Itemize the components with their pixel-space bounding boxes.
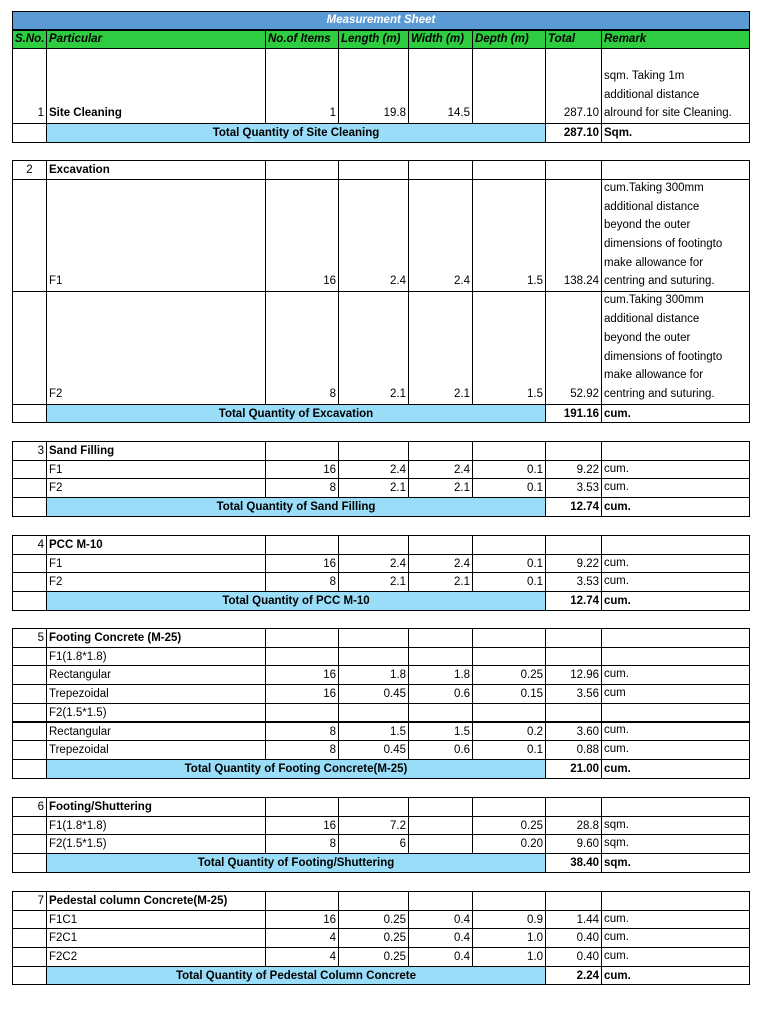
- serial-number-cell: 2: [12, 160, 47, 180]
- total-cell: [545, 703, 602, 723]
- total-cell: [545, 647, 602, 667]
- particular-cell: Rectangular: [46, 665, 266, 685]
- remark-line: beyond the outer: [604, 219, 691, 232]
- total-quantity-label: Total Quantity of Footing/Shuttering: [46, 853, 546, 873]
- particular-cell: F2: [46, 291, 266, 405]
- width-cell: [408, 160, 473, 180]
- items-cell: [265, 160, 339, 180]
- remark-cell: [601, 797, 750, 817]
- width-cell: [408, 834, 473, 854]
- remark-line: cum.Taking 300mm: [604, 294, 704, 307]
- depth-cell: 1.5: [472, 291, 546, 405]
- serial-number-cell: [12, 834, 47, 854]
- remark-line: sqm. Taking 1m: [604, 69, 685, 82]
- particular-cell: F2C1: [46, 928, 266, 948]
- items-cell: 16: [265, 460, 339, 480]
- items-cell: 8: [265, 722, 339, 742]
- depth-cell: 1.0: [472, 947, 546, 967]
- serial-number-cell: 1: [12, 48, 47, 124]
- particular-cell: F1(1.8*1.8): [46, 816, 266, 836]
- total-cell: 9.22: [545, 554, 602, 574]
- length-cell: 0.45: [338, 684, 409, 704]
- remark-line: cum.: [604, 724, 629, 737]
- particular-cell: PCC M-10: [46, 535, 266, 555]
- length-cell: 1.8: [338, 665, 409, 685]
- particular-cell: Excavation: [46, 160, 266, 180]
- remark-line: cum.: [604, 912, 629, 925]
- depth-cell: 0.20: [472, 834, 546, 854]
- depth-cell: 1.5: [472, 179, 546, 293]
- particular-cell: F1: [46, 460, 266, 480]
- items-cell: [265, 891, 339, 911]
- length-cell: 6: [338, 834, 409, 854]
- width-cell: 2.1: [408, 291, 473, 405]
- remark-cell: [601, 647, 750, 667]
- remark-cell: [601, 740, 750, 760]
- depth-cell: [472, 797, 546, 817]
- serial-number-cell: [12, 647, 47, 667]
- depth-cell: [472, 160, 546, 180]
- items-cell: 8: [265, 834, 339, 854]
- total-quantity-unit: cum.: [601, 966, 750, 986]
- width-cell: [408, 891, 473, 911]
- items-cell: 8: [265, 478, 339, 498]
- total-cell: [545, 160, 602, 180]
- width-cell: 1.8: [408, 665, 473, 685]
- particular-cell: F2(1.5*1.5): [46, 834, 266, 854]
- depth-cell: 1.0: [472, 928, 546, 948]
- particular-cell: Trepezoidal: [46, 740, 266, 760]
- remark-line: cum.: [604, 668, 629, 681]
- serial-number-cell: [12, 947, 47, 967]
- depth-cell: [472, 647, 546, 667]
- remark-cell: [601, 441, 750, 461]
- width-cell: 0.6: [408, 684, 473, 704]
- remark-line: centring and suturing.: [604, 387, 715, 400]
- total-quantity-value: 21.00: [545, 759, 602, 779]
- remark-cell: [601, 928, 750, 948]
- items-cell: [265, 535, 339, 555]
- total-quantity-value: 38.40: [545, 853, 602, 873]
- total-cell: 3.56: [545, 684, 602, 704]
- column-header-remark: Remark: [601, 30, 750, 49]
- width-cell: 2.1: [408, 572, 473, 592]
- remark-line: additional distance: [604, 88, 700, 101]
- items-cell: 16: [265, 816, 339, 836]
- length-cell: 2.4: [338, 554, 409, 574]
- particular-cell: Footing Concrete (M-25): [46, 628, 266, 648]
- length-cell: [338, 441, 409, 461]
- length-cell: 0.25: [338, 910, 409, 930]
- items-cell: 8: [265, 740, 339, 760]
- depth-cell: 0.2: [472, 722, 546, 742]
- remark-line: dimensions of footingto: [604, 238, 723, 251]
- total-cell: 28.8: [545, 816, 602, 836]
- remark-line: cum.: [604, 743, 629, 756]
- width-cell: 2.1: [408, 478, 473, 498]
- width-cell: 2.4: [408, 554, 473, 574]
- items-cell: [265, 441, 339, 461]
- total-row-spacer: [12, 966, 47, 986]
- remark-line: additional distance: [604, 200, 700, 213]
- remark-line: cum.: [604, 575, 629, 588]
- remark-line: cum: [604, 687, 626, 700]
- serial-number-cell: [12, 291, 47, 405]
- width-cell: 14.5: [408, 48, 473, 124]
- items-cell: 1: [265, 48, 339, 124]
- serial-number-cell: [12, 928, 47, 948]
- particular-cell: F1: [46, 179, 266, 293]
- remark-cell: [601, 816, 750, 836]
- particular-cell: Trepezoidal: [46, 684, 266, 704]
- items-cell: [265, 628, 339, 648]
- depth-cell: [472, 48, 546, 124]
- remark-line: centring and suturing.: [604, 275, 715, 288]
- length-cell: 0.45: [338, 740, 409, 760]
- items-cell: 8: [265, 572, 339, 592]
- width-cell: [408, 647, 473, 667]
- particular-cell: Site Cleaning: [46, 48, 266, 124]
- remark-cell: [601, 703, 750, 723]
- particular-cell: F2C2: [46, 947, 266, 967]
- length-cell: [338, 797, 409, 817]
- total-cell: 12.96: [545, 665, 602, 685]
- width-cell: 2.4: [408, 179, 473, 293]
- total-quantity-label: Total Quantity of Pedestal Column Concrete: [46, 966, 546, 986]
- particular-cell: Pedestal column Concrete(M-25): [46, 891, 266, 911]
- serial-number-cell: [12, 572, 47, 592]
- total-cell: [545, 441, 602, 461]
- total-cell: 0.40: [545, 947, 602, 967]
- total-row-spacer: [12, 404, 47, 424]
- total-cell: 138.24: [545, 179, 602, 293]
- remark-cell: [601, 478, 750, 498]
- length-cell: 0.25: [338, 947, 409, 967]
- column-header-width: Width (m): [408, 30, 473, 49]
- remark-line: sqm.: [604, 837, 629, 850]
- length-cell: [338, 647, 409, 667]
- total-quantity-unit: cum.: [601, 497, 750, 517]
- items-cell: [265, 703, 339, 723]
- total-quantity-label: Total Quantity of PCC M-10: [46, 591, 546, 611]
- total-row-spacer: [12, 759, 47, 779]
- length-cell: 0.25: [338, 928, 409, 948]
- length-cell: 2.1: [338, 572, 409, 592]
- remark-cell: [601, 834, 750, 854]
- length-cell: [338, 891, 409, 911]
- particular-cell: F2: [46, 478, 266, 498]
- length-cell: [338, 160, 409, 180]
- items-cell: [265, 647, 339, 667]
- remark-cell: [601, 160, 750, 180]
- serial-number-cell: 3: [12, 441, 47, 461]
- particular-cell: F2: [46, 572, 266, 592]
- items-cell: [265, 797, 339, 817]
- total-cell: 9.60: [545, 834, 602, 854]
- remark-line: additional distance: [604, 313, 700, 326]
- total-quantity-value: 12.74: [545, 591, 602, 611]
- remark-cell: [601, 535, 750, 555]
- total-cell: 3.53: [545, 478, 602, 498]
- items-cell: 4: [265, 928, 339, 948]
- width-cell: 0.6: [408, 740, 473, 760]
- depth-cell: [472, 441, 546, 461]
- serial-number-cell: [12, 665, 47, 685]
- remark-cell: [601, 891, 750, 911]
- total-cell: 3.60: [545, 722, 602, 742]
- remark-line: beyond the outer: [604, 331, 691, 344]
- serial-number-cell: [12, 684, 47, 704]
- width-cell: [408, 797, 473, 817]
- particular-cell: F1C1: [46, 910, 266, 930]
- depth-cell: 0.1: [472, 460, 546, 480]
- column-header-length: Length (m): [338, 30, 409, 49]
- column-header-particular: Particular: [46, 30, 266, 49]
- total-quantity-unit: cum.: [601, 404, 750, 424]
- remark-cell: [601, 572, 750, 592]
- remark-line: dimensions of footingto: [604, 350, 723, 363]
- items-cell: 16: [265, 554, 339, 574]
- serial-number-cell: [12, 460, 47, 480]
- column-header-depth: Depth (m): [472, 30, 546, 49]
- serial-number-cell: 7: [12, 891, 47, 911]
- remark-line: cum.: [604, 950, 629, 963]
- total-cell: [545, 797, 602, 817]
- length-cell: 1.5: [338, 722, 409, 742]
- depth-cell: 0.1: [472, 554, 546, 574]
- depth-cell: 0.25: [472, 665, 546, 685]
- total-quantity-label: Total Quantity of Sand Filling: [46, 497, 546, 517]
- total-cell: 0.88: [545, 740, 602, 760]
- serial-number-cell: [12, 554, 47, 574]
- total-cell: 287.10: [545, 48, 602, 124]
- particular-cell: Rectangular: [46, 722, 266, 742]
- length-cell: 2.4: [338, 179, 409, 293]
- depth-cell: 0.1: [472, 572, 546, 592]
- serial-number-cell: [12, 703, 47, 723]
- sheet-title: Measurement Sheet: [12, 11, 750, 30]
- remark-line: make allowance for: [604, 256, 704, 269]
- total-cell: 0.40: [545, 928, 602, 948]
- serial-number-cell: [12, 722, 47, 742]
- length-cell: [338, 628, 409, 648]
- length-cell: 2.4: [338, 460, 409, 480]
- total-quantity-unit: sqm.: [601, 853, 750, 873]
- length-cell: 19.8: [338, 48, 409, 124]
- particular-cell: F1(1.8*1.8): [46, 647, 266, 667]
- remark-line: cum.: [604, 481, 629, 494]
- width-cell: [408, 628, 473, 648]
- remark-cell: [601, 48, 750, 124]
- total-cell: 52.92: [545, 291, 602, 405]
- width-cell: [408, 816, 473, 836]
- total-quantity-unit: cum.: [601, 591, 750, 611]
- total-quantity-label: Total Quantity of Site Cleaning: [46, 123, 546, 143]
- length-cell: [338, 703, 409, 723]
- width-cell: 2.4: [408, 460, 473, 480]
- total-quantity-label: Total Quantity of Excavation: [46, 404, 546, 424]
- width-cell: 0.4: [408, 910, 473, 930]
- items-cell: 8: [265, 291, 339, 405]
- remark-cell: [601, 179, 750, 293]
- items-cell: 16: [265, 665, 339, 685]
- serial-number-cell: 6: [12, 797, 47, 817]
- total-quantity-unit: Sqm.: [601, 123, 750, 143]
- width-cell: [408, 703, 473, 723]
- remark-cell: [601, 947, 750, 967]
- particular-cell: F2(1.5*1.5): [46, 703, 266, 723]
- items-cell: 16: [265, 179, 339, 293]
- depth-cell: 0.1: [472, 478, 546, 498]
- remark-cell: [601, 628, 750, 648]
- serial-number-cell: [12, 816, 47, 836]
- total-cell: 9.22: [545, 460, 602, 480]
- remark-line: make allowance for: [604, 369, 704, 382]
- width-cell: 0.4: [408, 947, 473, 967]
- total-quantity-label: Total Quantity of Footing Concrete(M-25): [46, 759, 546, 779]
- remark-cell: [601, 291, 750, 405]
- items-cell: 16: [265, 684, 339, 704]
- length-cell: 2.1: [338, 478, 409, 498]
- remark-line: cum.Taking 300mm: [604, 181, 704, 194]
- depth-cell: [472, 628, 546, 648]
- depth-cell: 0.15: [472, 684, 546, 704]
- remark-cell: [601, 684, 750, 704]
- width-cell: 1.5: [408, 722, 473, 742]
- column-header-total: Total: [545, 30, 602, 49]
- total-quantity-value: 2.24: [545, 966, 602, 986]
- total-cell: [545, 891, 602, 911]
- length-cell: [338, 535, 409, 555]
- depth-cell: [472, 891, 546, 911]
- total-cell: 1.44: [545, 910, 602, 930]
- total-quantity-unit: cum.: [601, 759, 750, 779]
- column-header-sno: S.No.: [12, 30, 47, 49]
- depth-cell: [472, 703, 546, 723]
- total-row-spacer: [12, 591, 47, 611]
- length-cell: 2.1: [338, 291, 409, 405]
- serial-number-cell: [12, 179, 47, 293]
- particular-cell: Footing/Shuttering: [46, 797, 266, 817]
- remark-line: alround for site Cleaning.: [604, 107, 732, 120]
- remark-cell: [601, 554, 750, 574]
- remark-cell: [601, 722, 750, 742]
- width-cell: [408, 441, 473, 461]
- remark-line: cum.: [604, 462, 629, 475]
- width-cell: 0.4: [408, 928, 473, 948]
- remark-line: sqm.: [604, 818, 629, 831]
- depth-cell: [472, 535, 546, 555]
- total-row-spacer: [12, 497, 47, 517]
- total-cell: 3.53: [545, 572, 602, 592]
- serial-number-cell: [12, 740, 47, 760]
- total-quantity-value: 191.16: [545, 404, 602, 424]
- items-cell: 16: [265, 910, 339, 930]
- remark-cell: [601, 910, 750, 930]
- depth-cell: 0.1: [472, 740, 546, 760]
- depth-cell: 0.25: [472, 816, 546, 836]
- total-cell: [545, 628, 602, 648]
- total-row-spacer: [12, 123, 47, 143]
- total-quantity-value: 287.10: [545, 123, 602, 143]
- total-row-spacer: [12, 853, 47, 873]
- remark-line: cum.: [604, 931, 629, 944]
- remark-cell: [601, 460, 750, 480]
- column-header-items: No.of Items: [265, 30, 339, 49]
- serial-number-cell: [12, 478, 47, 498]
- remark-cell: [601, 665, 750, 685]
- serial-number-cell: [12, 910, 47, 930]
- total-quantity-value: 12.74: [545, 497, 602, 517]
- total-cell: [545, 535, 602, 555]
- particular-cell: F1: [46, 554, 266, 574]
- serial-number-cell: 4: [12, 535, 47, 555]
- serial-number-cell: 5: [12, 628, 47, 648]
- items-cell: 4: [265, 947, 339, 967]
- remark-line: cum.: [604, 556, 629, 569]
- width-cell: [408, 535, 473, 555]
- length-cell: 7.2: [338, 816, 409, 836]
- particular-cell: Sand Filling: [46, 441, 266, 461]
- depth-cell: 0.9: [472, 910, 546, 930]
